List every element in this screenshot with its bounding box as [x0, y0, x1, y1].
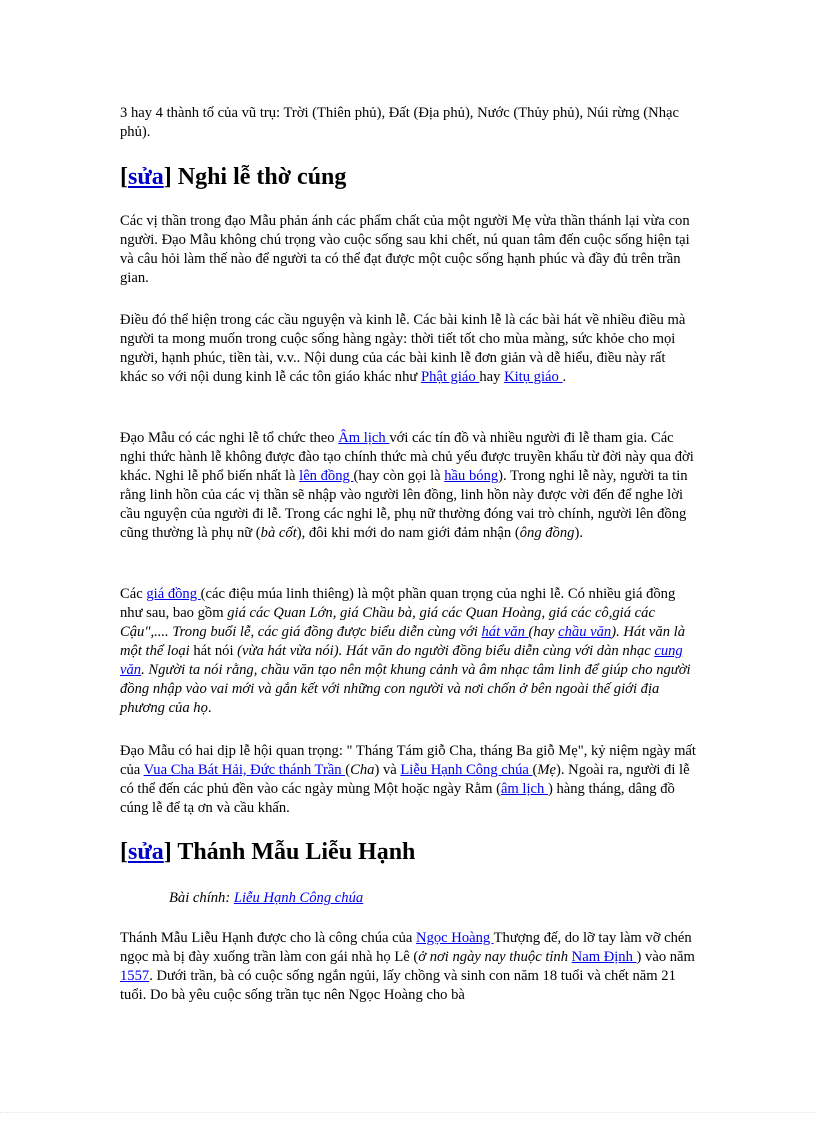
intro-paragraph: 3 hay 4 thành tố của vũ trụ: Trời (Thiên phủ), Đất (Địa phủ), Nước (Thủy phủ), Núi rừng (Nhạc phủ).	[120, 105, 679, 140]
edit-link[interactable]: sửa	[128, 839, 164, 865]
edit-link[interactable]: sửa	[128, 164, 164, 190]
link-phat-giao[interactable]: Phật giáo	[420, 369, 480, 385]
paragraph-2: Điều đó thể hiện trong các cầu nguyện và kinh lễ. Các bài kinh lễ là các bài hát về nhiều điều mà người ta mong muốn trong cuộc sống hàng ngày: thời tiết tốt cho mùa màng, sức khỏe cho mọi người, hạnh phúc, tiền tài, v.v.. Nội dung của các bài kinh lễ đơn giản và dễ hiểu, điều này rất khác so với nội dung kinh lễ các tôn giáo khác như Phật giáo hay Kitụ giáo .	[120, 312, 686, 385]
paragraph-7: Thánh Mẫu Liễu Hạnh được cho là công chúa của Ngọc Hoàng Thượng đế, do lỡ tay làm vỡ chén ngọc mà bị đày xuống trần làm con gái nhà họ Lê (ở nơi ngày nay thuộc tỉnh Nam Định ) vào năm 1557. Dưới trần, bà có cuộc sống ngắn ngủi, lấy chồng và sinh con năm 18 tuổi và chết năm 21 tuổi. Do bà yêu cuộc sống trần tục nên Ngọc Hoàng cho bà	[120, 930, 695, 1003]
section-title: Thánh Mẫu Liễu Hạnh	[177, 839, 416, 865]
link-kito-giao[interactable]: Kitụ giáo	[504, 369, 563, 385]
link-lieu-hanh[interactable]: Liễu Hạnh Công chúa	[400, 762, 533, 778]
page-bottom-divider	[0, 1112, 816, 1113]
paragraph-4: Các giá đồng (các điệu múa linh thiêng) là một phần quan trọng của nghi lễ. Có nhiều giá đồng như sau, bao gồm giá các Quan Lớn, giá Chầu bà, giá các Quan Hoàng, giá các cô,giá các Cậu",.... Trong buổi lễ, các giá đồng được biểu diễn cùng với hát văn (hay chầu văn). Hát văn là một thể loại hát nói (vừa hát vừa nói). Hát văn do người đồng biểu diễn cùng với dàn nhạc cung văn. Người ta nói rằng, chầu văn tạo nên một khung cảnh và âm nhạc tâm linh để giúp cho người đồng nhập vào vai mới và gắn kết với những con người và nơi chốn ở bên ngoài thế giới địa phương của họ.	[120, 586, 691, 716]
paragraph-3: Đạo Mẫu có các nghi lễ tổ chức theo Âm lịch với các tín đồ và nhiều người đi lễ tham gia. Các nghi thức hành lễ không được đào tạo chính thức mà chủ yếu được truyền khẩu từ đời này qua đời khác. Nghi lễ phổ biến nhất là lên đồng (hay còn gọi là hầu bóng). Trong nghi lễ này, người ta tin rằng linh hồn của các vị thần sẽ nhập vào người lên đồng, linh hồn này được vời đến để nghe lời cầu nguyện của người đi lễ. Trong các nghi lễ, phụ nữ thường đóng vai trò chính, người lên đồng cũng thường là phụ nữ (bà cốt), đôi khi mới do nam giới đảm nhận (ông đồng).	[120, 430, 694, 541]
link-ngoc-hoang[interactable]: Ngọc Hoàng	[416, 930, 494, 946]
link-gia-dong[interactable]: giá đồng	[146, 586, 201, 602]
paragraph-5: Đạo Mẫu có hai dịp lễ hội quan trọng: " Tháng Tám giỗ Cha, tháng Ba giỗ Mẹ", kỷ niệm ngày mất của Vua Cha Bát Hải, Đức thánh Trần (Cha) và Liễu Hạnh Công chúa (Mẹ). Ngoài ra, người đi lễ có thể đến các phủ đền vào các ngày mùng Một hoặc ngày Rằm (âm lịch ) hàng tháng, dâng đồ cúng lễ để tạ ơn và cầu khấn.	[120, 743, 696, 816]
link-hau-bong[interactable]: hầu bóng	[444, 468, 499, 484]
link-1557[interactable]: 1557	[120, 968, 150, 984]
link-hat-van[interactable]: hát văn	[481, 624, 529, 640]
link-vua-cha-bat-hai[interactable]: Vua Cha Bát Hải, Đức thánh Trần	[143, 762, 346, 778]
link-len-dong[interactable]: lên đồng	[299, 468, 354, 484]
link-am-lich[interactable]: Âm lịch	[338, 430, 390, 446]
section-title: Nghi lễ thờ cúng	[177, 164, 347, 190]
paragraph-1: Các vị thần trong đạo Mẫu phản ánh các phẩm chất của một người Mẹ vừa thần thánh lại vừa con người. Đạo Mẫu không chú trọng vào cuộc sống sau khi chết, nú quan tâm đến cuộc sống hiện tại và câu hỏi làm thế nào để người ta có thể đạt được một cuộc sống hạnh phúc và đầy đủ trên trần gian.	[120, 213, 690, 286]
link-cung-van[interactable]: cung văn	[120, 643, 683, 678]
link-chau-van[interactable]: chầu văn	[558, 624, 612, 640]
section-heading-nghi-le: [sửa] Nghi lễ thờ cúng	[120, 164, 347, 190]
main-article-note: Bài chính: Liễu Hạnh Công chúa	[169, 890, 364, 906]
section-heading-thanh-mau: [sửa] Thánh Mẫu Liễu Hạnh	[120, 839, 416, 865]
link-am-lich-2[interactable]: âm lịch	[500, 781, 548, 797]
link-nam-dinh[interactable]: Nam Định	[571, 949, 637, 965]
link-lieu-hanh-cong-chua[interactable]: Liễu Hạnh Công chúa	[233, 890, 364, 906]
